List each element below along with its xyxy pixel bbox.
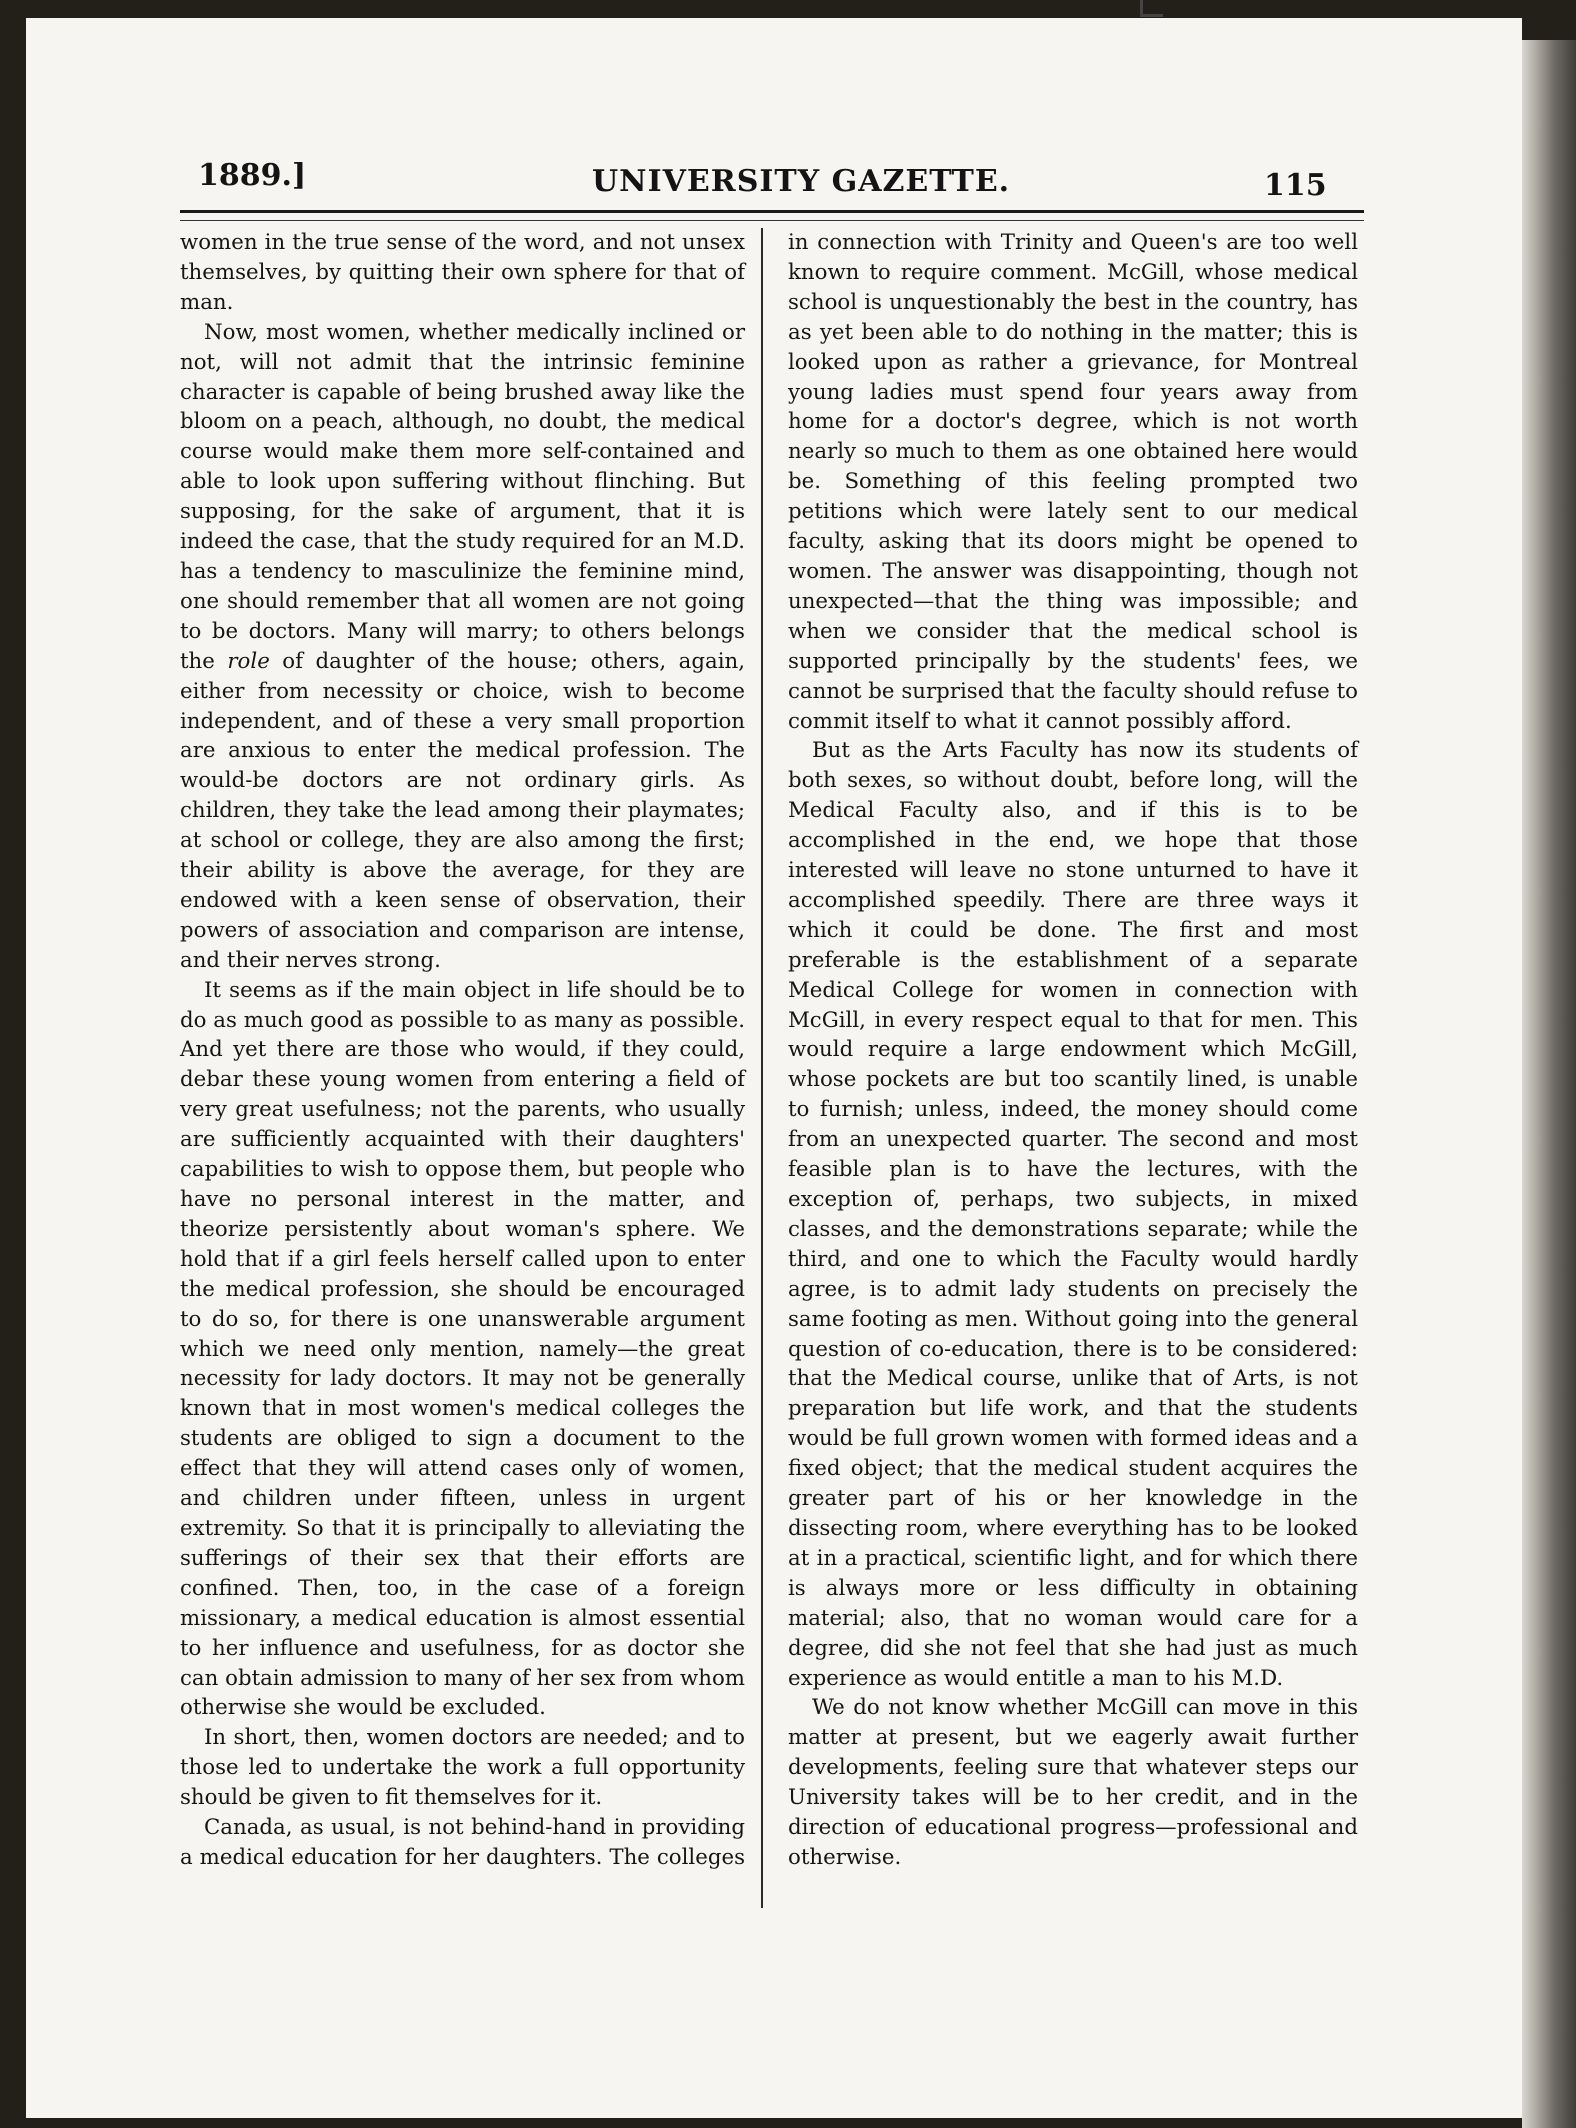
column-divider	[761, 228, 763, 1908]
running-header	[26, 158, 1522, 208]
paragraph: We do not know whether McGill can move in this matter at present, but we eagerly await further developments, feeling sure that whatever steps our University takes will be to her credit, and in the direction of educational progress—professional and otherwise.	[788, 1695, 1358, 1870]
right-column	[788, 228, 1358, 1873]
document-page	[26, 18, 1522, 2118]
paragraph: women in the true sense of the word, and not unsex themselves, by quitting their own sphere for that of man.	[180, 230, 745, 315]
paragraph-text: of daughter of the house; others, again, either from necessity or choice, wish to become independent, and of these a very small proportion are anxious to enter the medical profession. The would-be doctors are not ordinary girls. As children, they take the lead among their playmates; at school or college, they are also among the first; their ability is above the average, for they are endowed with a keen sense of observation, their powers of association and comparison are intense, and their nerves strong.	[180, 648, 745, 973]
paragraph: But as the Arts Faculty has now its students of both sexes, so without doubt, before long, will the Medical Faculty also, and if this is to be accomplished in the end, we hope that those interested will leave no stone unturned to have it accomplished speedily. There are three ways it which it could be done. The first and most preferable is the establishment of a separate Medical College for women in connection with McGill, in every respect equal to that for men. This would require a large endowment which McGill, whose pockets are but too scantily lined, is unable to furnish; unless, indeed, the money should come from an unexpected quarter. The second and most feasible plan is to have the lectures, with the exception of, perhaps, two subjects, in mixed classes, and the demonstrations separate; while the third, and one to which the Faculty would hardly agree, is to admit lady students on precisely the same footing as men. Without going into the general question of co-education, there is to be considered: that the Medical course, unlike that of Arts, is not preparation but life work, and that the students would be full grown women with formed ideas and a fixed object; that the medical student acquires the greater part of his or her knowledge in the dissecting room, where everything has to be looked at in a practical, scientific light, and for which there is always more or less difficulty in obtaining material; also, that no woman would care for a degree, did she not feel that she had just as much experience as would entitle a man to his M.D.	[788, 738, 1358, 1691]
header-rule-thin	[180, 220, 1364, 221]
paragraph: In short, then, women doctors are needed; and to those led to undertake the work a full opportunity should be given to fit themselves for it.	[180, 1725, 745, 1811]
paragraph: It seems as if the main object in life should be to do as much good as possible to as many as possible. And yet there are those who would, if they could, debar these young women from entering a field of very great usefulness; not the parents, who usually are sufficiently acquainted with their daughters' capabilities to wish to oppose them, but people who have no personal interest in the matter, and theorize persistently about woman's sphere. We hold that if a girl feels herself called upon to enter the medical profession, she should be encouraged to do so, for there is one unanswerable argument which we need only mention, namely—the great necessity for lady doctors. It may not be generally known that in most women's medical colleges the students are obliged to sign a document to the effect that they will attend cases only of women, and children under fifteen, unless in urgent extremity. So that it is principally to alleviating the sufferings of their sex that their efforts are confined. Then, too, in the case of a foreign missionary, a medical education is almost essential to her influence and usefulness, for as doctor she can obtain admission to many of her sex from whom otherwise she would be excluded.	[180, 977, 745, 1721]
header-year: 1889.]	[198, 158, 307, 193]
header-title: UNIVERSITY GAZETTE.	[592, 164, 1011, 199]
italic-word: role	[227, 648, 270, 674]
page-number: 115	[1264, 168, 1327, 203]
book-spine-edge	[1522, 40, 1576, 2128]
header-rule-thick	[180, 210, 1364, 213]
paragraph: Canada, as usual, is not behind-hand in providing a medical education for her daughters. The colleges	[180, 1815, 745, 1870]
paragraph-text: Now, most women, whether medically inclined or not, will not admit that the intrinsic feminine character is capable of being brushed away like the bloom on a peach, although, no doubt, the medical course would make them more self-contained and able to look upon suffering without flinching. But supposing, for the sake of argument, that it is indeed the case, that the study required for an M.D. has a tendency to masculinize the feminine mind, one should remember that all women are not going to be doctors. Many will marry; to others belongs the	[180, 319, 745, 674]
scan-corner-mark	[1140, 0, 1163, 17]
paragraph	[180, 318, 745, 976]
paragraph: in connection with Trinity and Queen's are too well known to require comment. McGill, whose medical school is unquestionably the best in the country, has as yet been able to do nothing in the matter; this is looked upon as rather a grievance, for Montreal young ladies must spend four years away from home for a doctor's degree, which is not worth nearly so much to them as one obtained here would be. Something of this feeling prompted two petitions which were lately sent to our medical faculty, asking that its doors might be opened to women. The answer was disappointing, though not unexpected—that the thing was impossible; and when we consider that the medical school is supported principally by the students' fees, we cannot be surprised that the faculty should refuse to commit itself to what it cannot possibly afford.	[788, 230, 1358, 734]
left-column	[180, 228, 745, 1873]
